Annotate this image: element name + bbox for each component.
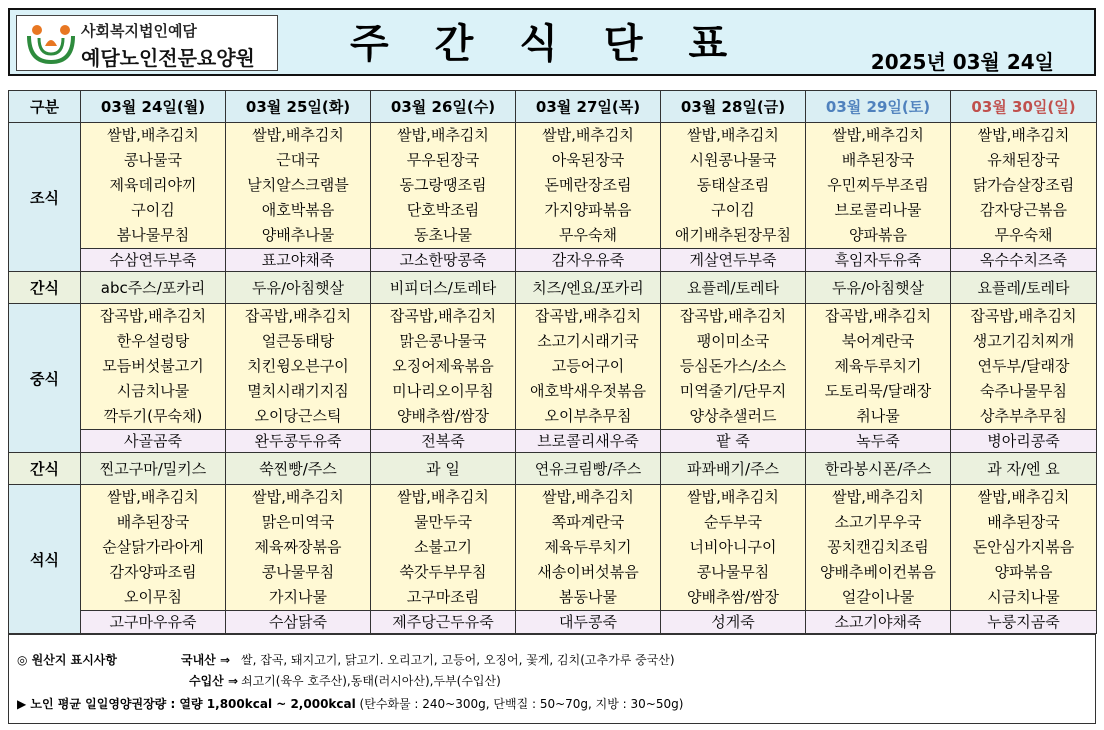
menu-item: 양배추쌈/쌈장 xyxy=(687,588,779,606)
menu-cell xyxy=(226,485,371,611)
menu-item: 양배추베이컨볶음 xyxy=(820,563,936,581)
menu-item: 쌀밥,배추김치 xyxy=(107,126,199,144)
column-header-day: 03월 25일(화) xyxy=(226,91,371,123)
dinner-label: 석식 xyxy=(9,485,81,634)
snack-cell: abc주스/포카리 xyxy=(81,272,226,304)
menu-item: 숙주나물무침 xyxy=(980,382,1067,400)
menu-cell xyxy=(951,304,1097,430)
menu-item: 너비아니구이 xyxy=(689,538,777,556)
menu-item: 쌀밥,배추김치 xyxy=(397,126,489,144)
porridge-cell: 표고야채죽 xyxy=(226,249,371,272)
menu-item: 배추된장국 xyxy=(116,513,190,531)
menu-item: 쌀밥,배추김치 xyxy=(687,126,779,144)
page-title: 주간식단표 xyxy=(350,21,774,67)
menu-cell xyxy=(81,485,226,611)
menu-cell xyxy=(661,123,806,249)
menu-item: 미나리오이무침 xyxy=(392,382,494,400)
menu-item: 쑥갓두부무침 xyxy=(399,563,487,581)
menu-item: 잡곡밥,배추김치 xyxy=(244,307,352,325)
snack-cell: 치즈/엔요/포카리 xyxy=(516,272,661,304)
column-header-day: 03월 26일(수) xyxy=(371,91,516,123)
menu-item: 아욱된장국 xyxy=(551,151,625,169)
menu-item: 우민찌두부조림 xyxy=(827,176,929,194)
menu-item: 순두부국 xyxy=(704,513,762,531)
menu-item: 오이부추무침 xyxy=(544,407,632,425)
import-label: 수입산 ⇒ xyxy=(189,674,239,688)
domestic-text: 쌀, 잡곡, 돼지고기, 닭고기. 오리고기, 고등어, 오징어, 꽃게, 김치(고추가루 중국산) xyxy=(241,653,675,667)
porridge-cell: 감자우유죽 xyxy=(516,249,661,272)
menu-item: 배추된장국 xyxy=(987,513,1060,531)
menu-item: 양파볶음 xyxy=(994,563,1053,581)
menu-item: 쌀밥,배추김치 xyxy=(832,488,924,506)
breakfast-label: 조식 xyxy=(9,123,81,272)
menu-item: 시원콩나물국 xyxy=(689,151,777,169)
snack-cell: 쑥찐빵/주스 xyxy=(226,453,371,485)
menu-item: 소고기시래기국 xyxy=(537,332,639,350)
menu-item: 근대국 xyxy=(276,151,320,169)
menu-item: 맑은미역국 xyxy=(261,513,335,531)
menu-item: 날치알스크램블 xyxy=(247,176,349,194)
menu-cell xyxy=(371,304,516,430)
menu-item: 북어계란국 xyxy=(841,332,915,350)
menu-item: 쌀밥,배추김치 xyxy=(687,488,779,506)
snack-cell: 찐고구마/밀키스 xyxy=(81,453,226,485)
porridge-cell: 병아리콩죽 xyxy=(951,430,1097,453)
breakfast-porridge-row xyxy=(9,249,1097,272)
column-header-day: 03월 24일(월) xyxy=(81,91,226,123)
menu-item: 깍두기(무숙채) xyxy=(103,407,203,425)
menu-item: 쌀밥,배추김치 xyxy=(107,488,199,506)
menu-item: 무우숙채 xyxy=(994,226,1053,244)
dinner-row xyxy=(9,485,1097,611)
menu-cell xyxy=(516,304,661,430)
menu-item: 동초나물 xyxy=(414,226,472,244)
menu-item: 미역줄기/단무지 xyxy=(679,382,787,400)
menu-item: 양배추나물 xyxy=(261,226,335,244)
lunch-row xyxy=(9,304,1097,430)
snack-cell: 비피더스/토레타 xyxy=(371,272,516,304)
menu-item: 오이당근스틱 xyxy=(254,407,342,425)
snack-cell: 요플레/토레타 xyxy=(951,272,1097,304)
menu-item: 무우된장국 xyxy=(406,151,480,169)
menu-item: 쌀밥,배추김치 xyxy=(252,126,344,144)
menu-item: 쌀밥,배추김치 xyxy=(252,488,344,506)
menu-item: 한우설렁탕 xyxy=(116,332,190,350)
menu-item: 오징어제육볶음 xyxy=(392,357,494,375)
menu-item: 시금치나물 xyxy=(987,588,1060,606)
menu-item: 쌀밥,배추김치 xyxy=(397,488,489,506)
menu-cell xyxy=(951,485,1097,611)
menu-item: 잡곡밥,배추김치 xyxy=(99,307,207,325)
lunch-label: 중식 xyxy=(9,304,81,453)
menu-item: 도토리묵/달래장 xyxy=(824,382,932,400)
porridge-cell: 고소한땅콩죽 xyxy=(371,249,516,272)
organization-logo xyxy=(23,22,79,66)
menu-item: 가지나물 xyxy=(269,588,327,606)
menu-item: 쌀밥,배추김치 xyxy=(977,488,1070,506)
porridge-cell: 소고기야채죽 xyxy=(806,611,951,634)
menu-item: 고구마조림 xyxy=(406,588,480,606)
menu-cell xyxy=(516,123,661,249)
snack_pm-label: 간식 xyxy=(9,453,81,485)
menu-item: 구이김 xyxy=(711,201,755,219)
menu-item: 애호박볶음 xyxy=(261,201,335,219)
porridge-cell: 고구마우유죽 xyxy=(81,611,226,634)
menu-item: 닭가슴살장조림 xyxy=(972,176,1075,194)
menu-item: 잡곡밥,배추김치 xyxy=(389,307,497,325)
organization-subtitle: 사회복지법인예담 xyxy=(81,22,197,40)
menu-item: 동태살조림 xyxy=(696,176,770,194)
lunch-porridge-row xyxy=(9,430,1097,453)
column-header-label: 구분 xyxy=(9,91,81,123)
menu-item: 제육데리야끼 xyxy=(109,176,197,194)
menu-cell xyxy=(226,123,371,249)
table-header-row xyxy=(9,91,1097,123)
menu-item: 쌀밥,배추김치 xyxy=(542,126,634,144)
import-text: 쇠고기(육우 호주산),동태(러시아산),두부(수입산) xyxy=(241,674,501,688)
menu-item: 멸치시래기지짐 xyxy=(247,382,349,400)
menu-item: 감자당근볶음 xyxy=(980,201,1067,219)
porridge-cell: 옥수수치즈죽 xyxy=(951,249,1097,272)
menu-item: 쌀밥,배추김치 xyxy=(542,488,634,506)
porridge-cell: 사골곰죽 xyxy=(81,430,226,453)
menu-item: 얼갈이나물 xyxy=(841,588,915,606)
menu-item: 브로콜리나물 xyxy=(834,201,922,219)
column-header-sunday: 03월 30일(일) xyxy=(951,91,1097,123)
menu-item: 모듬버섯불고기 xyxy=(102,357,204,375)
menu-cell xyxy=(661,485,806,611)
porridge-cell: 제주당근두유죽 xyxy=(371,611,516,634)
menu-item: 유채된장국 xyxy=(987,151,1060,169)
menu-item: 순살닭가라아게 xyxy=(102,538,204,556)
menu-item: 양배추쌈/쌈장 xyxy=(397,407,489,425)
menu-item: 취나물 xyxy=(856,407,900,425)
meal-rows xyxy=(9,123,1097,634)
menu-item: 얼큰동태탕 xyxy=(261,332,335,350)
menu-item: 오이무침 xyxy=(124,588,182,606)
nutrition-note xyxy=(17,695,683,712)
menu-item: 가지양파볶음 xyxy=(544,201,632,219)
menu-item: 쪽파계란국 xyxy=(551,513,625,531)
porridge-cell: 게살연두부죽 xyxy=(661,249,806,272)
menu-item: 쌀밥,배추김치 xyxy=(977,126,1070,144)
menu-item: 치킨윙오븐구이 xyxy=(247,357,349,375)
menu-item: 돈메란장조림 xyxy=(544,176,632,194)
snack_pm-row xyxy=(9,453,1097,485)
menu-item: 봄동나물 xyxy=(559,588,617,606)
snack_am-label: 간식 xyxy=(9,272,81,304)
menu-cell xyxy=(81,304,226,430)
snack-cell: 파꽈배기/주스 xyxy=(661,453,806,485)
footer-notes xyxy=(8,634,1096,724)
menu-item: 봄나물무침 xyxy=(116,226,190,244)
snack-cell: 두유/아침햇살 xyxy=(806,272,951,304)
menu-item: 맑은콩나물국 xyxy=(399,332,487,350)
porridge-cell: 대두콩죽 xyxy=(516,611,661,634)
snack-cell: 과 자/엔 요 xyxy=(951,453,1097,485)
menu-item: 잡곡밥,배추김치 xyxy=(534,307,642,325)
menu-item: 상추부추무침 xyxy=(980,407,1067,425)
menu-date: 2025년 03월 24일 xyxy=(870,50,1054,74)
porridge-cell: 전복죽 xyxy=(371,430,516,453)
menu-cell xyxy=(806,123,951,249)
menu-item: 양파볶음 xyxy=(849,226,907,244)
menu-item: 무우숙채 xyxy=(559,226,617,244)
menu-item: 제육짜장볶음 xyxy=(254,538,342,556)
menu-cell xyxy=(806,304,951,430)
snack-cell: 연유크림빵/주스 xyxy=(516,453,661,485)
menu-cell xyxy=(806,485,951,611)
porridge-cell: 완두콩두유죽 xyxy=(226,430,371,453)
menu-item: 양상추샐러드 xyxy=(689,407,777,425)
origin-title: ◎ 원산지 표시사항 xyxy=(17,653,117,667)
menu-item: 소고기무우국 xyxy=(834,513,922,531)
menu-cell xyxy=(951,123,1097,249)
column-header-day: 03월 28일(금) xyxy=(661,91,806,123)
menu-item: 꽁치캔김치조림 xyxy=(827,538,929,556)
menu-item: 콩나물국 xyxy=(124,151,182,169)
snack-cell: 과 일 xyxy=(371,453,516,485)
snack-cell: 요플레/토레타 xyxy=(661,272,806,304)
menu-item: 콩나물무침 xyxy=(696,563,770,581)
menu-item: 잡곡밥,배추김치 xyxy=(970,307,1077,325)
organization-name: 예담노인전문요양원 xyxy=(81,46,255,70)
menu-cell xyxy=(226,304,371,430)
menu-item: 배추된장국 xyxy=(841,151,915,169)
menu-cell xyxy=(661,304,806,430)
menu-cell xyxy=(371,485,516,611)
menu-item: 잡곡밥,배추김치 xyxy=(679,307,787,325)
menu-item: 생고기김치찌개 xyxy=(972,332,1075,350)
menu-item: 단호박조림 xyxy=(406,201,480,219)
porridge-cell: 수삼연두부죽 xyxy=(81,249,226,272)
header-banner xyxy=(8,8,1096,76)
snack-cell: 한라봉시폰/주스 xyxy=(806,453,951,485)
menu-item: 팽이미소국 xyxy=(696,332,770,350)
menu-item: 동그랑땡조림 xyxy=(399,176,487,194)
menu-item: 콩나물무침 xyxy=(261,563,335,581)
porridge-cell: 수삼닭죽 xyxy=(226,611,371,634)
menu-item: 돈안심가지볶음 xyxy=(972,538,1075,556)
snack-cell: 두유/아침햇살 xyxy=(226,272,371,304)
menu-item: 감자양파조림 xyxy=(109,563,197,581)
menu-item: 물만두국 xyxy=(414,513,472,531)
porridge-cell: 성게죽 xyxy=(661,611,806,634)
nutrition-bold: ▶ 노인 평균 일일영양권장량 : 열량 1,800kcal ~ 2,000kcal xyxy=(17,697,356,711)
menu-cell xyxy=(516,485,661,611)
weekly-menu-table xyxy=(8,90,1097,634)
menu-item: 잡곡밥,배추김치 xyxy=(824,307,932,325)
menu-item: 시금치나물 xyxy=(116,382,190,400)
menu-item: 등심돈가스/소스 xyxy=(679,357,787,375)
breakfast-row xyxy=(9,123,1097,249)
menu-cell xyxy=(81,123,226,249)
column-header-saturday: 03월 29일(토) xyxy=(806,91,951,123)
domestic-label: 국내산 ⇒ xyxy=(181,653,231,667)
column-header-day: 03월 27일(목) xyxy=(516,91,661,123)
menu-item: 연두부/달래장 xyxy=(977,357,1070,375)
menu-item: 새송이버섯볶음 xyxy=(537,563,639,581)
porridge-cell: 누룽지곰죽 xyxy=(951,611,1097,634)
menu-item: 제육두루치기 xyxy=(544,538,632,556)
porridge-cell: 녹두죽 xyxy=(806,430,951,453)
nutrition-detail: (탄수화물 : 240~300g, 단백질 : 50~70g, 지방 : 30~50g) xyxy=(355,697,684,711)
menu-item: 애기배추된장무침 xyxy=(675,226,791,244)
menu-item: 제육두루치기 xyxy=(834,357,922,375)
porridge-cell: 브로콜리새우죽 xyxy=(516,430,661,453)
menu-item: 고등어구이 xyxy=(551,357,625,375)
porridge-cell: 흑임자두유죽 xyxy=(806,249,951,272)
menu-item: 소불고기 xyxy=(414,538,472,556)
menu-cell xyxy=(371,123,516,249)
dinner-porridge-row xyxy=(9,611,1097,634)
menu-item: 애호박새우젓볶음 xyxy=(530,382,646,400)
snack_am-row xyxy=(9,272,1097,304)
porridge-cell: 팥 죽 xyxy=(661,430,806,453)
logo-box xyxy=(16,15,278,71)
menu-item: 구이김 xyxy=(131,201,175,219)
menu-item: 쌀밥,배추김치 xyxy=(832,126,924,144)
